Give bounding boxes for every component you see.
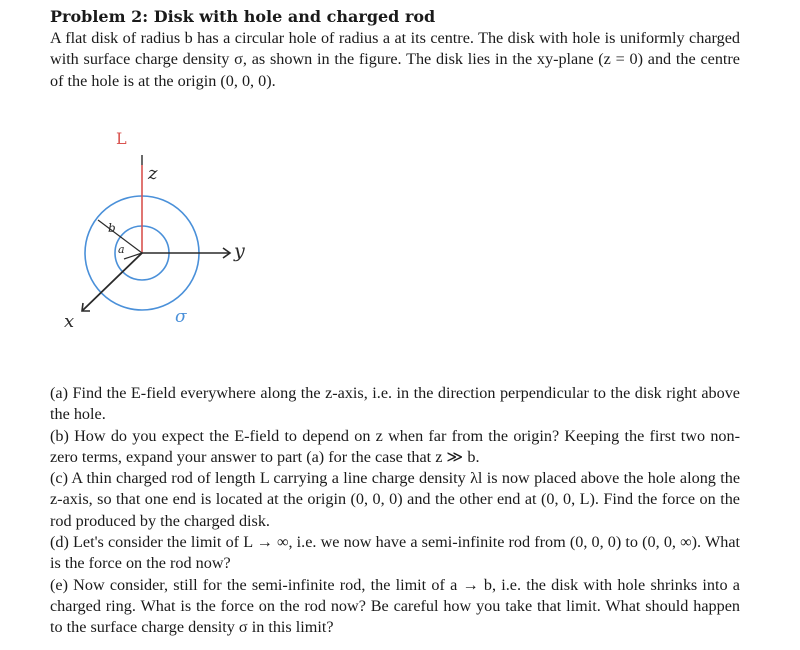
part-d: (d) Let's consider the limit of L → ∞, i.e. we now have a semi-infinite rod from (0, 0, 0) to (0, 0, ∞). What is the force on the rod now? <box>50 533 740 573</box>
label-b: b <box>108 221 116 235</box>
part-e: (e) Now consider, still for the semi-infinite rod, the limit of a → b, i.e. the disk with hole shrinks into a charged ring. What is the force on the rod now? Be careful how you take that limit. What should happen to the surface charge density σ in this limit? <box>50 575 740 637</box>
problem-intro: A flat disk of radius b has a circular hole of radius a at its centre. The disk with hole is uniformly charged with surface charge density σ, as shown in the figure. The disk lies in the xy-plane (z = 0) and the centre of the hole is at the origin (0, 0, 0). <box>50 29 740 90</box>
label-x: x <box>64 311 75 332</box>
problem-header <box>50 6 740 92</box>
problem-title: Problem 2: Disk with hole and charged rod <box>50 7 436 26</box>
disk-figure <box>50 125 310 375</box>
part-b: (b) How do you expect the E-field to depend on z when far from the origin? Keeping the first two non-zero terms, expand your answer to part (a) for the case that z ≫ b. <box>50 426 740 466</box>
label-L: L <box>116 129 127 148</box>
disk-diagram <box>50 125 310 375</box>
label-y: y <box>234 240 245 262</box>
problem-parts <box>50 383 740 639</box>
label-z: z <box>148 163 158 184</box>
part-a: (a) Find the E-field everywhere along the z-axis, i.e. in the direction perpendicular to the disk right above the hole. <box>50 384 740 424</box>
label-sigma: σ <box>175 307 187 327</box>
label-a: a <box>118 243 125 256</box>
part-c: (c) A thin charged rod of length L carrying a line charge density λl is now placed above the hole along the z-axis, so that one end is located at the origin (0, 0, 0) and the other end at (0, 0, L). Find the force on the rod produced by the charged disk. <box>50 469 740 530</box>
